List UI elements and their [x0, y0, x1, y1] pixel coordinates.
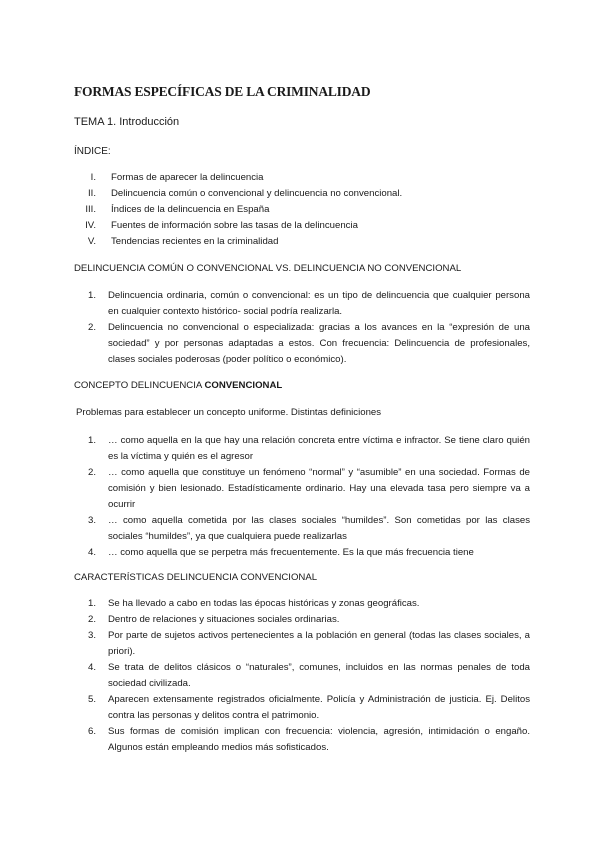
indice-item	[74, 218, 534, 234]
indice-item-text: Tendencias recientes en la criminalidad	[111, 236, 279, 247]
list-item	[74, 628, 530, 660]
list-item	[74, 320, 530, 368]
list-item-number: 2.	[88, 467, 97, 478]
list-item-text: … como aquella cometida por las clases sociales “humildes”. Son cometidas por las clases sociales “humildes”, ya que cualquiera puede realizarlas	[108, 515, 530, 542]
list-item-text: Delincuencia no convencional o especializada: gracias a los avances en la “expresión de una sociedad” y por personas adaptadas a estos. Con frecuencia: Delincuencia de profesionales, clases sociales poderosas (poder político o económico).	[108, 322, 530, 365]
list-item	[74, 513, 530, 545]
list-item-text: Por parte de sujetos activos pertenecientes a la población en general (todas las clases sociales, a priori).	[108, 630, 530, 657]
list-item	[74, 596, 530, 612]
indice-item	[74, 234, 534, 250]
indice-item-text: Formas de aparecer la delincuencia	[111, 172, 264, 183]
list-item	[74, 692, 530, 724]
list-item	[74, 433, 530, 465]
list-item-number: 3.	[88, 630, 97, 641]
indice-label: ÍNDICE:	[74, 146, 111, 157]
list-item	[74, 288, 530, 320]
list-item-number: 1.	[88, 290, 97, 301]
concepto-intro: Problemas para establecer un concepto uniforme. Distintas definiciones	[76, 407, 382, 418]
list-item-number: 2.	[88, 322, 97, 333]
indice-item-number: IV.	[85, 220, 96, 231]
document-title: FORMAS ESPECÍFICAS DE LA CRIMINALIDAD	[74, 84, 371, 99]
list-item-number: 5.	[88, 694, 97, 705]
section-heading-comun-vs-no-convencional: DELINCUENCIA COMÚN O CONVENCIONAL VS. DELINCUENCIA NO CONVENCIONAL	[74, 263, 462, 274]
list-item-text: Sus formas de comisión implican con frecuencia: violencia, agresión, intimidación o engaño. Algunos están empleando medios más sofisticados.	[108, 726, 530, 753]
section-heading-caracteristicas: CARACTERÍSTICAS DELINCUENCIA CONVENCIONAL	[74, 572, 318, 583]
list-item-text: Aparecen extensamente registrados oficialmente. Policía y Administración de justicia. Ej. Delitos contra las personas y delitos contra el patrimonio.	[108, 694, 530, 721]
list-item-number: 1.	[88, 598, 97, 609]
list-item	[74, 612, 530, 628]
list-item-number: 3.	[88, 515, 97, 526]
section1-list	[74, 288, 530, 368]
list-item-text: Dentro de relaciones y situaciones sociales ordinarias.	[108, 614, 340, 625]
indice-list	[74, 170, 534, 250]
list-item-text: … como aquella que constituye un fenómeno “normal” y “asumible” en una sociedad. Formas de comisión y bien lesionado. Estadísticamente ordinario. Hay una elevada tasa pero siempre va a ocurrir	[108, 467, 530, 510]
indice-item	[74, 186, 534, 202]
list-item-number: 4.	[88, 547, 97, 558]
indice-item	[74, 202, 534, 218]
section-heading-plain: CONCEPTO DELINCUENCIA	[74, 380, 205, 391]
list-item-number: 2.	[88, 614, 97, 625]
indice-item-text: Delincuencia común o convencional y delincuencia no convencional.	[111, 188, 403, 199]
tema-heading: TEMA 1. Introducción	[74, 116, 180, 128]
indice-item-text: Fuentes de información sobre las tasas de la delincuencia	[111, 220, 358, 231]
indice-item-number: V.	[87, 236, 96, 247]
list-item-text: … como aquella que se perpetra más frecuentemente. Es la que más frecuencia tiene	[108, 547, 474, 558]
list-item-text: Se ha llevado a cabo en todas las épocas históricas y zonas geográficas.	[108, 598, 420, 609]
list-item-number: 6.	[88, 726, 97, 737]
list-item	[74, 545, 530, 561]
indice-item-number: III.	[85, 204, 96, 215]
indice-item-text: Índices de la delincuencia en España	[111, 204, 270, 215]
list-item-text: Se trata de delitos clásicos o “naturales”, comunes, incluidos en las normas penales de toda sociedad civilizada.	[108, 662, 530, 689]
list-item-text: Delincuencia ordinaria, común o convencional: es un tipo de delincuencia que cualquier persona en cualquier contexto histórico- social podría realizarla.	[108, 290, 530, 317]
list-item	[74, 660, 530, 692]
section2-list	[74, 433, 530, 561]
indice-item	[74, 170, 534, 186]
indice-item-number: II.	[88, 188, 96, 199]
section-heading-concepto	[74, 380, 282, 391]
list-item	[74, 724, 530, 756]
list-item-number: 4.	[88, 662, 97, 673]
section-heading-bold: CONVENCIONAL	[204, 380, 283, 391]
list-item-text: … como aquella en la que hay una relación concreta entre víctima e infractor. Se tiene claro quién es la víctima y quién es el agresor	[108, 435, 530, 462]
indice-item-number: I.	[90, 172, 96, 183]
section3-list	[74, 596, 530, 756]
list-item-number: 1.	[88, 435, 97, 446]
list-item	[74, 465, 530, 513]
